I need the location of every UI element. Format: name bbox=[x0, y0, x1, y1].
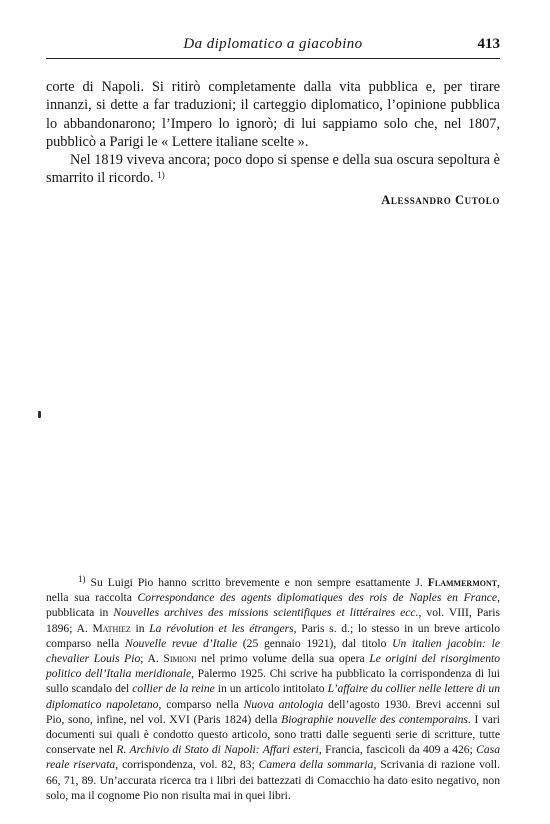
fn-title: Nuova antologia bbox=[243, 697, 324, 711]
fn-title: Le origini del risorgimento politico dell’Italia meridionale bbox=[46, 652, 501, 681]
fn-title: L’affaire du collier nelle lettere di un diplomatico napoletano bbox=[46, 682, 501, 711]
paragraph-2-text: Nel 1819 viveva ancora; poco dopo si spense e della sua oscura sepoltura è smarrito il ricordo. bbox=[46, 152, 500, 187]
fn-title: Nouvelle revue d’Italie bbox=[125, 636, 238, 650]
fn-text: . I vari documenti sui quali è condotto questo articolo, sono tratti dalle seguenti serie di scritture, tutte conservate nel bbox=[46, 712, 501, 757]
fn-text: dell’agosto 1930. Brevi accenni sul Pio, sono, infine, nel vol. XVI (Paris 1824) della bbox=[46, 697, 500, 726]
fn-text: , Paris s. d.; lo stesso in un breve articolo comparso nella bbox=[46, 621, 500, 650]
fn-title: collier de la reine bbox=[132, 682, 215, 696]
fn-title: Un italien jacobin: le chevalier Louis Pio bbox=[46, 636, 500, 666]
fn-title: Biographie nouvelle des contemporains bbox=[281, 712, 468, 726]
fn-text: , comparso nella bbox=[158, 697, 244, 711]
footnote-1 bbox=[46, 575, 500, 803]
page-number: 413 bbox=[477, 36, 500, 52]
running-title: Da diplomatico a giacobino bbox=[183, 36, 363, 52]
fn-text: , Palermo 1925. Chi scrive ha pubblicato la corrispondenza di lui sullo scandalo del bbox=[46, 667, 501, 696]
fn-title: La révolution et les étrangers bbox=[149, 621, 294, 635]
fn-text: , corrispondenza, vol. 82, 83; bbox=[115, 758, 259, 772]
fn-text: , nella sua raccolta bbox=[46, 576, 500, 605]
fn-text: in bbox=[130, 621, 150, 635]
fn-text: in un articolo intitolato bbox=[214, 682, 328, 696]
fn-author: Flammermont bbox=[427, 576, 498, 589]
fn-text: (25 gennaio 1921), dal titolo bbox=[237, 636, 393, 650]
fn-text: , pubblicata in bbox=[46, 591, 500, 620]
fn-title: Nouvelles archives des missions scientifiques et littéraires ecc. bbox=[113, 606, 419, 620]
fn-text: , Francia, fascicoli da 409 a 426; bbox=[318, 743, 477, 757]
fn-text: , vol. VIII, Paris 1896; A. bbox=[46, 606, 500, 635]
fn-title: Casa reale riservata bbox=[46, 743, 501, 772]
fn-author: Mathiez bbox=[92, 621, 131, 635]
footnote-reference: 1) bbox=[157, 170, 165, 181]
margin-mark bbox=[38, 411, 41, 418]
fn-title: Correspondance des agents diplomatiques des rois de Naples en France bbox=[137, 591, 498, 605]
author-signature: Alessandro Cutolo bbox=[381, 192, 500, 207]
main-text bbox=[46, 78, 500, 209]
fn-title: Camera della sommaria bbox=[258, 758, 374, 772]
fn-text: , Scrivania di razione voll. 66, 71, 89. Un’accurata ricerca tra i libri dei battezzati di Comacchio ha dato esito negativo, non solo, ma il cognome Pio non risulta mai in quei libri. bbox=[46, 758, 501, 802]
footnote-marker: 1) bbox=[78, 574, 86, 584]
fn-author: Simioni bbox=[163, 652, 197, 666]
fn-text: Su Luigi Pio hanno scritto brevemente e non sempre esattamente J. bbox=[85, 576, 428, 589]
paragraph-2 bbox=[46, 151, 500, 188]
fn-title: R. Archivio di Stato di Napoli: Affari esteri bbox=[116, 743, 319, 757]
paragraph-1: corte di Napoli. Si ritirò completamente dalla vita pubblica e, per tirare innanzi, si dette a far traduzioni; il carteggio diplomatico, l’opinione pubblica lo abbandonarono; l’Impero lo ignorò; di lui sappiamo solo che, nel 1807, pubblicò a Parigi le « Lettere italiane scelte ». bbox=[46, 79, 500, 150]
fn-text: ; A. bbox=[140, 652, 164, 666]
fn-text: nel primo volume della sua opera bbox=[196, 652, 370, 666]
page-header bbox=[46, 36, 500, 59]
